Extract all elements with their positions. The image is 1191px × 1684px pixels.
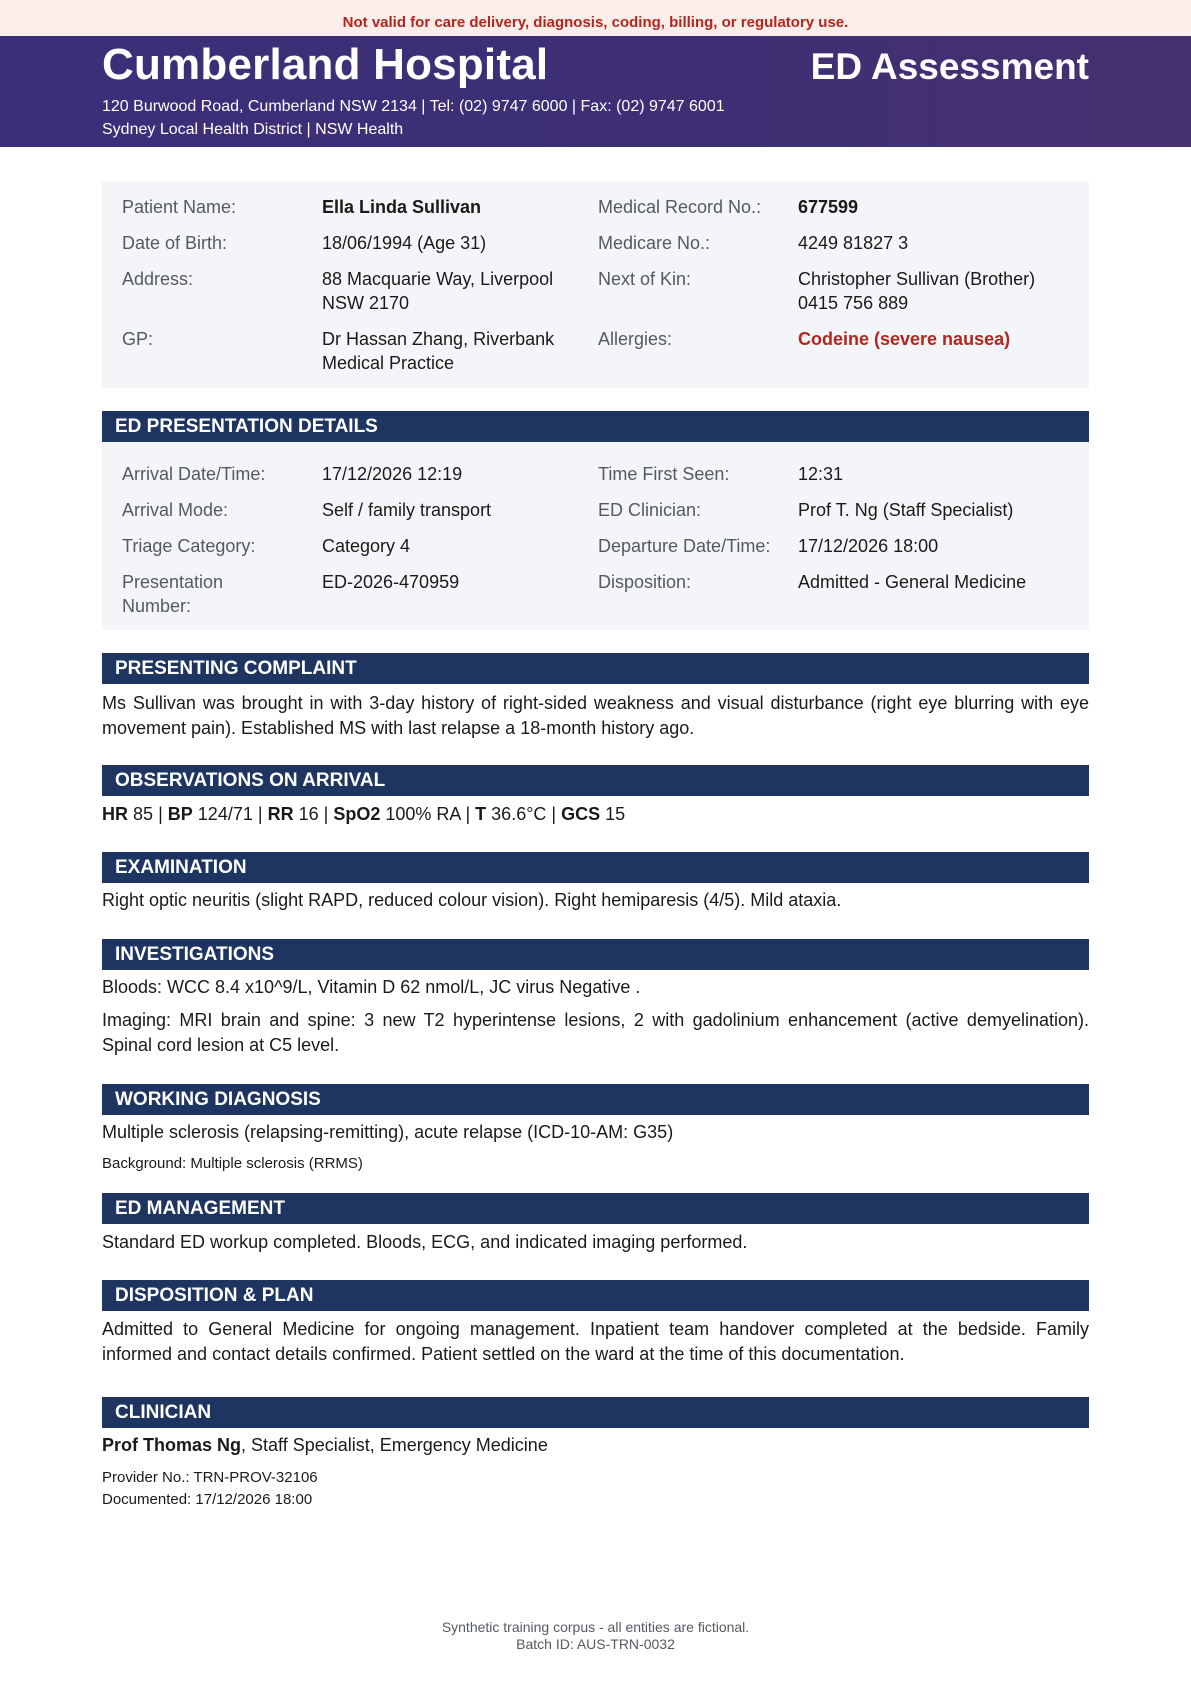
separator: | bbox=[257, 804, 263, 824]
nok-name: Christopher Sullivan (Brother) bbox=[798, 269, 1036, 289]
section-investigations: INVESTIGATIONS bbox=[102, 939, 1089, 970]
allergies-label: Allergies: bbox=[598, 329, 673, 349]
dob-value: 18/06/1994 (Age 31) bbox=[322, 233, 487, 253]
patient-name-label: Patient Name: bbox=[122, 197, 237, 217]
dob-label: Date of Birth: bbox=[122, 233, 228, 253]
section-ed-presentation: ED PRESENTATION DETAILS bbox=[102, 411, 1089, 442]
presentation-number-value: ED-2026-470959 bbox=[322, 572, 460, 592]
management-text: Standard ED workup completed. Bloods, ECG, and indicated imaging performed. bbox=[102, 1232, 748, 1252]
footer-note: Synthetic training corpus - all entities are fictional. bbox=[441, 1619, 750, 1635]
hr-value: 85 bbox=[133, 804, 154, 824]
separator: | bbox=[158, 804, 163, 824]
allergies-value: Codeine (severe nausea) bbox=[798, 329, 1011, 349]
address-line-1: 88 Macquarie Way, Liverpool bbox=[322, 269, 554, 289]
hospital-name: Cumberland Hospital bbox=[102, 40, 549, 89]
patient-name: Ella Linda Sullivan bbox=[322, 197, 482, 217]
ed-clinician-label: ED Clinician: bbox=[598, 500, 702, 520]
mrn-label: Medical Record No.: bbox=[598, 197, 762, 217]
provider-number: Provider No.: TRN-PROV-32106 bbox=[102, 1469, 318, 1486]
presentation-number-label-2: Number: bbox=[122, 596, 192, 616]
observations-line bbox=[102, 802, 1089, 827]
clinician-name: Prof Thomas Ng bbox=[102, 1435, 242, 1455]
documented-time: Documented: 17/12/2026 18:00 bbox=[102, 1491, 313, 1508]
gp-line-2: Medical Practice bbox=[322, 353, 455, 373]
rr-value: 16 bbox=[298, 804, 319, 824]
section-observations: OBSERVATIONS ON ARRIVAL bbox=[102, 765, 1089, 796]
examination-text: Right optic neuritis (slight RAPD, reduced colour vision). Right hemiparesis (4/5). Mild ataxia. bbox=[102, 890, 842, 910]
gp-line-1: Dr Hassan Zhang, Riverbank bbox=[322, 329, 555, 349]
section-examination: EXAMINATION bbox=[102, 852, 1089, 883]
spo2-value: 100% RA bbox=[385, 804, 461, 824]
separator: | bbox=[323, 804, 329, 824]
clinician-role: , Staff Specialist, Emergency Medicine bbox=[241, 1435, 548, 1455]
disclaimer-banner: Not valid for care delivery, diagnosis, coding, billing, or regulatory use. bbox=[0, 0, 1191, 36]
mrn-value: 677599 bbox=[798, 197, 859, 217]
investigations-imaging: Imaging: MRI brain and spine: 3 new T2 hyperintense lesions, 2 with gadolinium enhancement (active demyelination). Spinal cord lesion at C5 level. bbox=[102, 1010, 1089, 1055]
arrival-mode-value: Self / family transport bbox=[322, 500, 492, 520]
triage-value: Category 4 bbox=[322, 536, 411, 556]
medicare-label: Medicare No.: bbox=[598, 233, 711, 253]
departure-label: Departure Date/Time: bbox=[598, 536, 771, 556]
investigations-bloods: Bloods: WCC 8.4 x10^9/L, Vitamin D 62 nmol/L, JC virus Negative . bbox=[102, 977, 641, 997]
bp-label: BP bbox=[167, 804, 193, 824]
nok-label: Next of Kin: bbox=[598, 269, 692, 289]
presenting-complaint-text: Ms Sullivan was brought in with 3-day history of right-sided weakness and visual disturbance (right eye blurring with eye movement pain). Established MS with last relapse a 18-month history ago. bbox=[102, 693, 1089, 738]
rr-label: RR bbox=[267, 804, 294, 824]
hospital-header bbox=[0, 36, 1191, 147]
bp-value: 124/71 bbox=[197, 804, 253, 824]
nok-phone: 0415 756 889 bbox=[798, 293, 909, 313]
diagnosis-background: Background: Multiple sclerosis (RRMS) bbox=[102, 1155, 363, 1172]
address-line-2: NSW 2170 bbox=[322, 293, 410, 313]
departure-value: 17/12/2026 18:00 bbox=[798, 536, 939, 556]
hospital-address: 120 Burwood Road, Cumberland NSW 2134 | Tel: (02) 9747 6000 | Fax: (02) 9747 6001 bbox=[102, 98, 725, 115]
ed-clinician-value: Prof T. Ng (Staff Specialist) bbox=[798, 500, 1014, 520]
section-presenting-complaint: PRESENTING COMPLAINT bbox=[102, 653, 1089, 684]
section-disposition-plan: DISPOSITION & PLAN bbox=[102, 1280, 1089, 1311]
gp-label: GP: bbox=[122, 329, 154, 349]
disposition-value: Admitted - General Medicine bbox=[798, 572, 1027, 592]
diagnosis-text: Multiple sclerosis (relapsing-remitting), acute relapse (ICD-10-AM: G35) bbox=[102, 1122, 674, 1142]
hr-label: HR bbox=[102, 804, 128, 824]
arrival-value: 17/12/2026 12:19 bbox=[322, 464, 463, 484]
separator: | bbox=[551, 804, 557, 824]
triage-label: Triage Category: bbox=[122, 536, 256, 556]
document-type: ED Assessment bbox=[810, 46, 1089, 87]
temp-label: T bbox=[475, 804, 487, 824]
section-working-diagnosis: WORKING DIAGNOSIS bbox=[102, 1084, 1089, 1115]
spo2-label: SpO2 bbox=[333, 804, 381, 824]
first-seen-label: Time First Seen: bbox=[598, 464, 730, 484]
footer-batch-id: Batch ID: AUS-TRN-0032 bbox=[516, 1636, 675, 1652]
disposition-label: Disposition: bbox=[598, 572, 692, 592]
clinician-line bbox=[102, 1433, 1089, 1458]
section-clinician: CLINICIAN bbox=[102, 1397, 1089, 1428]
first-seen-value: 12:31 bbox=[798, 464, 844, 484]
temp-value: 36.6°C bbox=[491, 804, 547, 824]
gcs-label: GCS bbox=[561, 804, 601, 824]
arrival-label: Arrival Date/Time: bbox=[122, 464, 266, 484]
section-ed-management: ED MANAGEMENT bbox=[102, 1193, 1089, 1224]
hospital-district: Sydney Local Health District | NSW Health bbox=[102, 121, 404, 138]
arrival-mode-label: Arrival Mode: bbox=[122, 500, 229, 520]
separator: | bbox=[465, 804, 471, 824]
disposition-plan-text: Admitted to General Medicine for ongoing management. Inpatient team handover completed at the bedside. Family informed and contact details confirmed. Patient settled on the ward at the time of this documentation. bbox=[102, 1319, 1089, 1364]
presentation-number-label-1: Presentation bbox=[122, 572, 224, 592]
address-label: Address: bbox=[122, 269, 194, 289]
gcs-value: 15 bbox=[605, 804, 626, 824]
medicare-value: 4249 81827 3 bbox=[798, 233, 909, 253]
